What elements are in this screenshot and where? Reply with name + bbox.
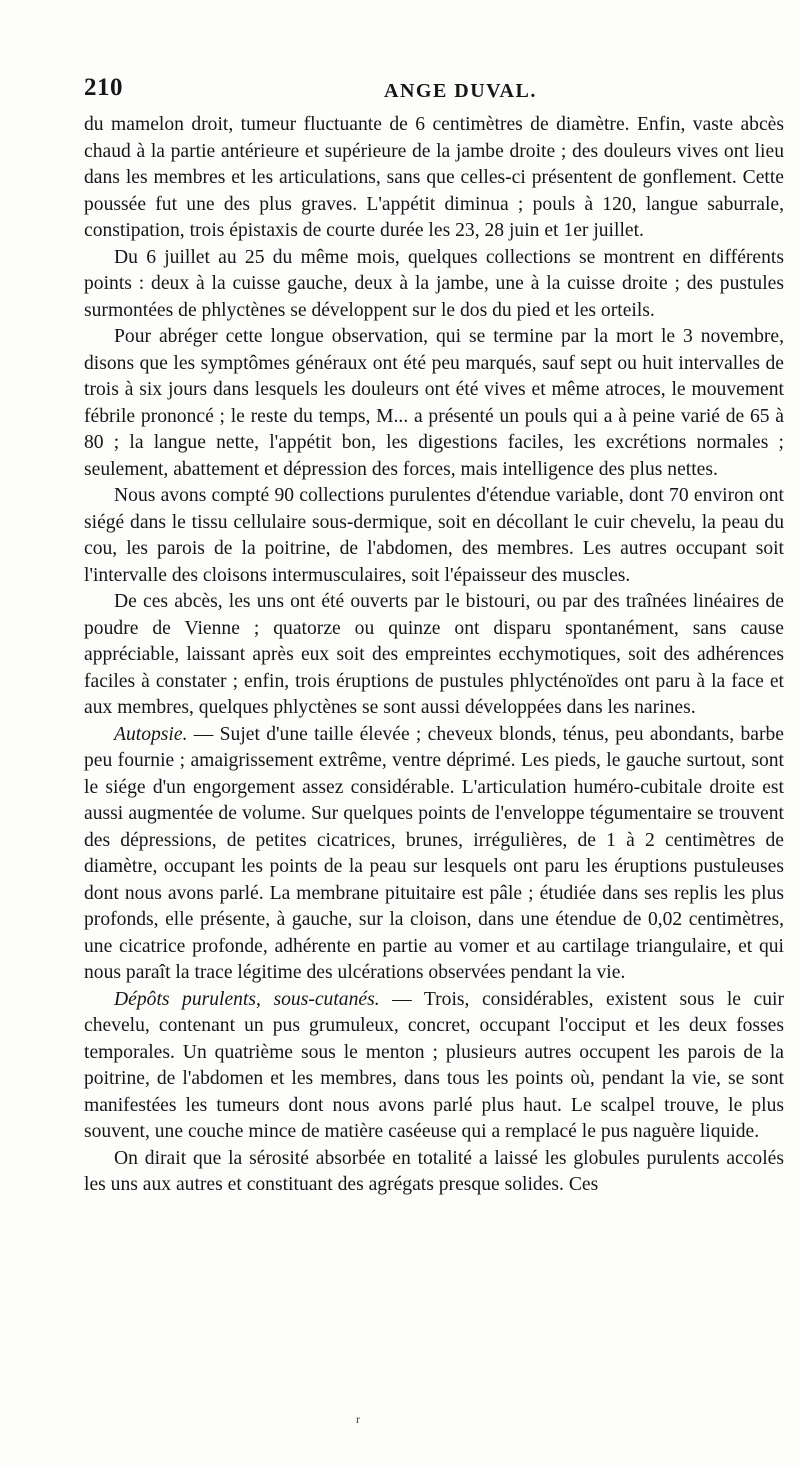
paragraph — [84, 722, 784, 987]
paragraph — [84, 1146, 784, 1199]
running-title: ANGE DUVAL. — [384, 80, 537, 102]
paragraph — [84, 589, 784, 722]
paragraph-text: du mamelon droit, tumeur fluctuante de 6 centimètres de diamètre. Enfin, vaste abcès chaud à la partie antérieure et supérieure de la jambe droite ; des douleurs vives ont lieu dans les membres et les articulations, sans que celles-ci présentent de gonflement. Cette poussée fut une des plus graves. L'appétit diminua ; pouls à 120, langue saburrale, constipation, trois épistaxis de courte durée les 23, 28 juin et 1er juillet. — [84, 114, 784, 241]
paragraph-text: — Trois, considérables, existent sous le cuir chevelu, contenant un pus grumuleux, concret, occupant l'occiput et les deux fosses temporales. Un quatrième sous le menton ; plusieurs autres occupent les parois de la poitrine, de l'abdomen et les membres, dans tous les points où, pendant la vie, se sont manifestées les tumeurs dont nous avons parlé plus haut. Le scalpel trouve, le plus souvent, une couche mince de matière caséeuse qui a remplacé le pus naguère liquide. — [84, 988, 784, 1142]
page-header — [84, 74, 760, 108]
paragraph — [84, 987, 784, 1146]
paragraph-text: De ces abcès, les uns ont été ouverts par le bistouri, ou par des traînées linéaires de poudre de Vienne ; quatorze ou quinze ont disparu spontanément, sans cause appréciable, laissant après eux soit des empreintes ecchymotiques, soit des adhérences faciles à constater ; enfin, trois éruptions de pustules phlycténoïdes ont paru à la face et aux membres, quelques phlyctènes se sont aussi développées dans les narines. — [84, 591, 784, 718]
body-text — [84, 112, 784, 1199]
footer-mark: r — [356, 1412, 360, 1426]
page-number: 210 — [84, 74, 123, 101]
paragraph — [84, 112, 784, 245]
paragraph-text: On dirait que la sérosité absorbée en totalité a laissé les globules purulents accolés les uns aux autres et constituant des agrégats presque solides. Ces — [84, 1147, 784, 1195]
paragraph — [84, 324, 784, 483]
paragraph-text: Pour abréger cette longue observation, qui se termine par la mort le 3 novembre, disons que les symptômes généraux ont été peu marqués, sauf sept ou huit intervalles de trois à six jours dans lesquels les douleurs ont été vives et même atroces, le mouvement fébrile prononcé ; le reste du temps, M... a présenté un pouls qui a à peine varié de 65 à 80 ; la langue nette, l'appétit bon, les digestions faciles, les excrétions normales ; seulement, abattement et dépression des forces, mais intelligence des plus nettes. — [84, 326, 784, 480]
paragraph-text: Du 6 juillet au 25 du même mois, quelques collections se montrent en différents points : deux à la cuisse gauche, deux à la jambe, une à la cuisse droite ; des pustules surmontées de phlyctènes se développent sur le dos du pied et les orteils. — [84, 246, 784, 321]
paragraph-text: — Sujet d'une taille élevée ; cheveux blonds, ténus, peu abondants, barbe peu fournie ; amaigrissement extrême, ventre déprimé. Les pieds, le gauche surtout, sont le siége d'un engorgement assez considérable. L'articulation huméro-cubitale droite est aussi augmentée de volume. Sur quelques points de l'enveloppe tégumentaire se trouvent des dépressions, de petites cicatrices, brunes, irrégulières, de 1 à 2 centimètres de diamètre, occupant les points de la peau sur lesquels ont paru les éruptions pustuleuses dont nous avons parlé. La membrane pituitaire est pâle ; étudiée dans ses replis les plus profonds, elle présente, à gauche, sur la cloison, dans une étendue de 0,02 centimètres, une cicatrice profonde, adhérente en partie au vomer et au cartilage triangulaire, et qui nous paraît la trace légitime des ulcérations observées pendant la vie. — [84, 723, 784, 983]
paragraph-text: Nous avons compté 90 collections purulentes d'étendue variable, dont 70 environ ont siégé dans le tissu cellulaire sous-dermique, soit en décollant le cuir chevelu, la peau du cou, les parois de la poitrine, de l'abdomen, des membres. Les autres occupant soit l'intervalle des cloisons intermusculaires, soit l'épaisseur des muscles. — [84, 485, 784, 586]
paragraph — [84, 483, 784, 589]
section-lead: Autopsie. — [114, 723, 188, 745]
paragraph — [84, 245, 784, 325]
section-lead: Dépôts purulents, sous-cutanés. — [114, 988, 380, 1010]
